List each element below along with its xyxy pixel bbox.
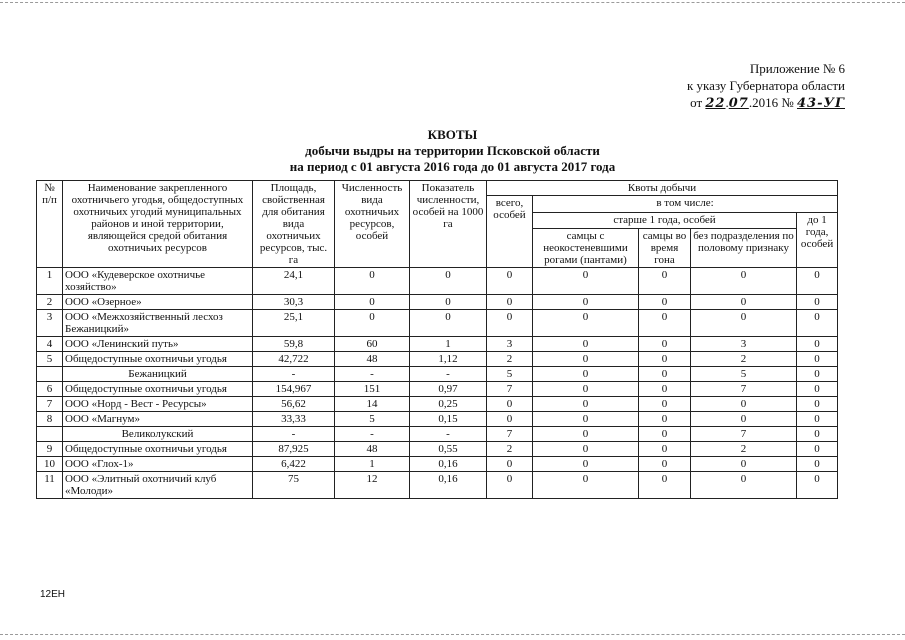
row-no-sex: 0 — [691, 268, 797, 295]
row-males-rut: 0 — [639, 427, 691, 442]
header-num: № п/п — [37, 181, 63, 268]
row-total: 0 — [487, 412, 533, 427]
row-num: 6 — [37, 382, 63, 397]
title-main: КВОТЫ — [427, 127, 478, 142]
row-num: 7 — [37, 397, 63, 412]
row-males-antlers: 0 — [533, 367, 639, 382]
quota-table — [36, 180, 838, 499]
row-males-antlers: 0 — [533, 352, 639, 367]
row-males-rut: 0 — [639, 310, 691, 337]
row-total: 2 — [487, 352, 533, 367]
row-males-antlers: 0 — [533, 268, 639, 295]
row-name: Общедоступные охотничьи угодья — [63, 382, 253, 397]
row-males-antlers: 0 — [533, 427, 639, 442]
table-row — [37, 457, 838, 472]
row-area: 56,62 — [253, 397, 335, 412]
row-density: - — [410, 427, 487, 442]
header-no-sex: без подразделения по половому признаку — [691, 229, 797, 268]
row-name: ООО «Озерное» — [63, 295, 253, 310]
row-younger: 0 — [797, 367, 838, 382]
row-males-antlers: 0 — [533, 382, 639, 397]
row-total: 7 — [487, 427, 533, 442]
row-males-rut: 0 — [639, 337, 691, 352]
row-area: 59,8 — [253, 337, 335, 352]
row-density: 0,16 — [410, 457, 487, 472]
row-name: ООО «Кудеверское охотничье хозяйство» — [63, 268, 253, 295]
row-num: 2 — [37, 295, 63, 310]
row-total: 0 — [487, 397, 533, 412]
table-row — [37, 337, 838, 352]
row-count: 0 — [335, 295, 410, 310]
table-row — [37, 295, 838, 310]
title-sub1: добычи выдры на территории Псковской области — [305, 143, 600, 158]
row-males-rut: 0 — [639, 295, 691, 310]
row-no-sex: 2 — [691, 352, 797, 367]
header-younger: до 1 года, особей — [797, 212, 838, 268]
table-row — [37, 352, 838, 367]
row-males-rut: 0 — [639, 472, 691, 499]
row-no-sex: 2 — [691, 442, 797, 457]
row-num — [37, 367, 63, 382]
row-num: 8 — [37, 412, 63, 427]
row-num: 9 — [37, 442, 63, 457]
row-no-sex: 3 — [691, 337, 797, 352]
row-younger: 0 — [797, 337, 838, 352]
row-name: Бежаницкий — [63, 367, 253, 382]
row-total: 2 — [487, 442, 533, 457]
row-name: ООО «Ленинский путь» — [63, 337, 253, 352]
row-name: Общедоступные охотничьи угодья — [63, 442, 253, 457]
appendix-line3: от 22.07.2016 № 43-УГ — [690, 95, 845, 111]
row-younger: 0 — [797, 472, 838, 499]
row-younger: 0 — [797, 382, 838, 397]
row-males-antlers: 0 — [533, 442, 639, 457]
appendix-line1: Приложение № 6 — [749, 61, 845, 76]
table-group-row — [37, 427, 838, 442]
row-name: ООО «Глох-1» — [63, 457, 253, 472]
header-name: Наименование закрепленного охотничьего угодья, общедоступных охотничьих угодий муниципальных районов и иной территории, являющейся средой обитания охотничьих ресурсов — [63, 181, 253, 268]
row-total: 0 — [487, 457, 533, 472]
row-no-sex: 0 — [691, 397, 797, 412]
row-count: 1 — [335, 457, 410, 472]
header-older: старше 1 года, особей — [533, 212, 797, 229]
row-no-sex: 0 — [691, 457, 797, 472]
handwritten-number: 43-УГ — [796, 96, 845, 111]
table-row — [37, 472, 838, 499]
row-younger: 0 — [797, 412, 838, 427]
row-younger: 0 — [797, 310, 838, 337]
header-including: в том числе: — [533, 196, 838, 213]
row-younger: 0 — [797, 442, 838, 457]
row-name: Общедоступные охотничьи угодья — [63, 352, 253, 367]
row-younger: 0 — [797, 352, 838, 367]
row-count: - — [335, 427, 410, 442]
header-area: Площадь, свойственная для обитания вида охотничьих ресурсов, тыс. га — [253, 181, 335, 268]
appendix-block — [687, 60, 845, 112]
row-males-antlers: 0 — [533, 472, 639, 499]
row-no-sex: 0 — [691, 472, 797, 499]
row-younger: 0 — [797, 397, 838, 412]
row-males-antlers: 0 — [533, 457, 639, 472]
row-num: 4 — [37, 337, 63, 352]
footer-code: 12ЕН — [40, 589, 66, 600]
header-quotas: Квоты добычи — [487, 181, 838, 196]
row-males-rut: 0 — [639, 268, 691, 295]
row-males-antlers: 0 — [533, 310, 639, 337]
row-area: 30,3 — [253, 295, 335, 310]
row-density: 0 — [410, 295, 487, 310]
table-row — [37, 382, 838, 397]
row-no-sex: 5 — [691, 367, 797, 382]
row-area: 6,422 — [253, 457, 335, 472]
header-density: Показатель численности, особей на 1000 га — [410, 181, 487, 268]
row-density: 1 — [410, 337, 487, 352]
row-num: 1 — [37, 268, 63, 295]
row-younger: 0 — [797, 457, 838, 472]
row-no-sex: 7 — [691, 427, 797, 442]
row-total: 5 — [487, 367, 533, 382]
row-name: ООО «Норд - Вест - Ресурсы» — [63, 397, 253, 412]
handwritten-day: 22 — [705, 96, 726, 111]
row-no-sex: 0 — [691, 412, 797, 427]
row-name: Великолукский — [63, 427, 253, 442]
row-count: - — [335, 367, 410, 382]
row-density: 1,12 — [410, 352, 487, 367]
row-num: 10 — [37, 457, 63, 472]
scan-edge-bottom — [0, 634, 905, 635]
row-density: 0,55 — [410, 442, 487, 457]
row-total: 3 — [487, 337, 533, 352]
row-males-rut: 0 — [639, 412, 691, 427]
header-count: Численность вида охотничьих ресурсов, особей — [335, 181, 410, 268]
row-count: 14 — [335, 397, 410, 412]
row-males-antlers: 0 — [533, 397, 639, 412]
row-num — [37, 427, 63, 442]
row-count: 12 — [335, 472, 410, 499]
row-males-rut: 0 — [639, 382, 691, 397]
row-density: 0 — [410, 268, 487, 295]
row-count: 48 — [335, 352, 410, 367]
table-row — [37, 268, 838, 295]
row-area: - — [253, 427, 335, 442]
row-younger: 0 — [797, 268, 838, 295]
row-area: 75 — [253, 472, 335, 499]
row-total: 0 — [487, 472, 533, 499]
header-males-rut: самцы во время гона — [639, 229, 691, 268]
row-males-antlers: 0 — [533, 337, 639, 352]
row-no-sex: 7 — [691, 382, 797, 397]
row-males-rut: 0 — [639, 397, 691, 412]
appendix-year-no: .2016 № — [748, 95, 794, 110]
row-density: 0,16 — [410, 472, 487, 499]
row-name: ООО «Элитный охотничий клуб «Молоди» — [63, 472, 253, 499]
row-area: 33,33 — [253, 412, 335, 427]
row-area: 154,967 — [253, 382, 335, 397]
row-density: 0,15 — [410, 412, 487, 427]
row-num: 3 — [37, 310, 63, 337]
row-count: 0 — [335, 310, 410, 337]
title-sub2: на период с 01 августа 2016 года до 01 августа 2017 года — [289, 159, 616, 174]
row-total: 0 — [487, 268, 533, 295]
row-density: 0,25 — [410, 397, 487, 412]
table-row — [37, 397, 838, 412]
row-count: 151 — [335, 382, 410, 397]
row-num: 5 — [37, 352, 63, 367]
row-name: ООО «Магнум» — [63, 412, 253, 427]
row-younger: 0 — [797, 427, 838, 442]
row-density: 0 — [410, 310, 487, 337]
row-males-rut: 0 — [639, 442, 691, 457]
table-row — [37, 442, 838, 457]
row-count: 60 — [335, 337, 410, 352]
row-total: 0 — [487, 295, 533, 310]
row-count: 48 — [335, 442, 410, 457]
document-title — [0, 127, 905, 175]
row-younger: 0 — [797, 295, 838, 310]
row-males-antlers: 0 — [533, 295, 639, 310]
row-males-antlers: 0 — [533, 412, 639, 427]
row-area: 24,1 — [253, 268, 335, 295]
scan-edge-top — [0, 2, 905, 3]
row-no-sex: 0 — [691, 310, 797, 337]
row-density: - — [410, 367, 487, 382]
table-row — [37, 310, 838, 337]
appendix-line2: к указу Губернатора области — [686, 78, 845, 93]
appendix-from: от — [690, 95, 703, 110]
table-row — [37, 412, 838, 427]
row-no-sex: 0 — [691, 295, 797, 310]
row-density: 0,97 — [410, 382, 487, 397]
row-num: 11 — [37, 472, 63, 499]
header-males-antlers: самцы с неокостеневшими рогами (пантами) — [533, 229, 639, 268]
row-males-rut: 0 — [639, 367, 691, 382]
table-group-row — [37, 367, 838, 382]
header-total: всего, особей — [487, 196, 533, 268]
row-total: 7 — [487, 382, 533, 397]
row-count: 5 — [335, 412, 410, 427]
row-area: 87,925 — [253, 442, 335, 457]
quota-table-body — [37, 268, 838, 499]
handwritten-month: 07 — [728, 96, 749, 111]
row-name: ООО «Межхозяйственный лесхоз Бежаницкий» — [63, 310, 253, 337]
row-total: 0 — [487, 310, 533, 337]
row-area: 25,1 — [253, 310, 335, 337]
row-count: 0 — [335, 268, 410, 295]
row-area: 42,722 — [253, 352, 335, 367]
row-males-rut: 0 — [639, 352, 691, 367]
row-area: - — [253, 367, 335, 382]
row-males-rut: 0 — [639, 457, 691, 472]
